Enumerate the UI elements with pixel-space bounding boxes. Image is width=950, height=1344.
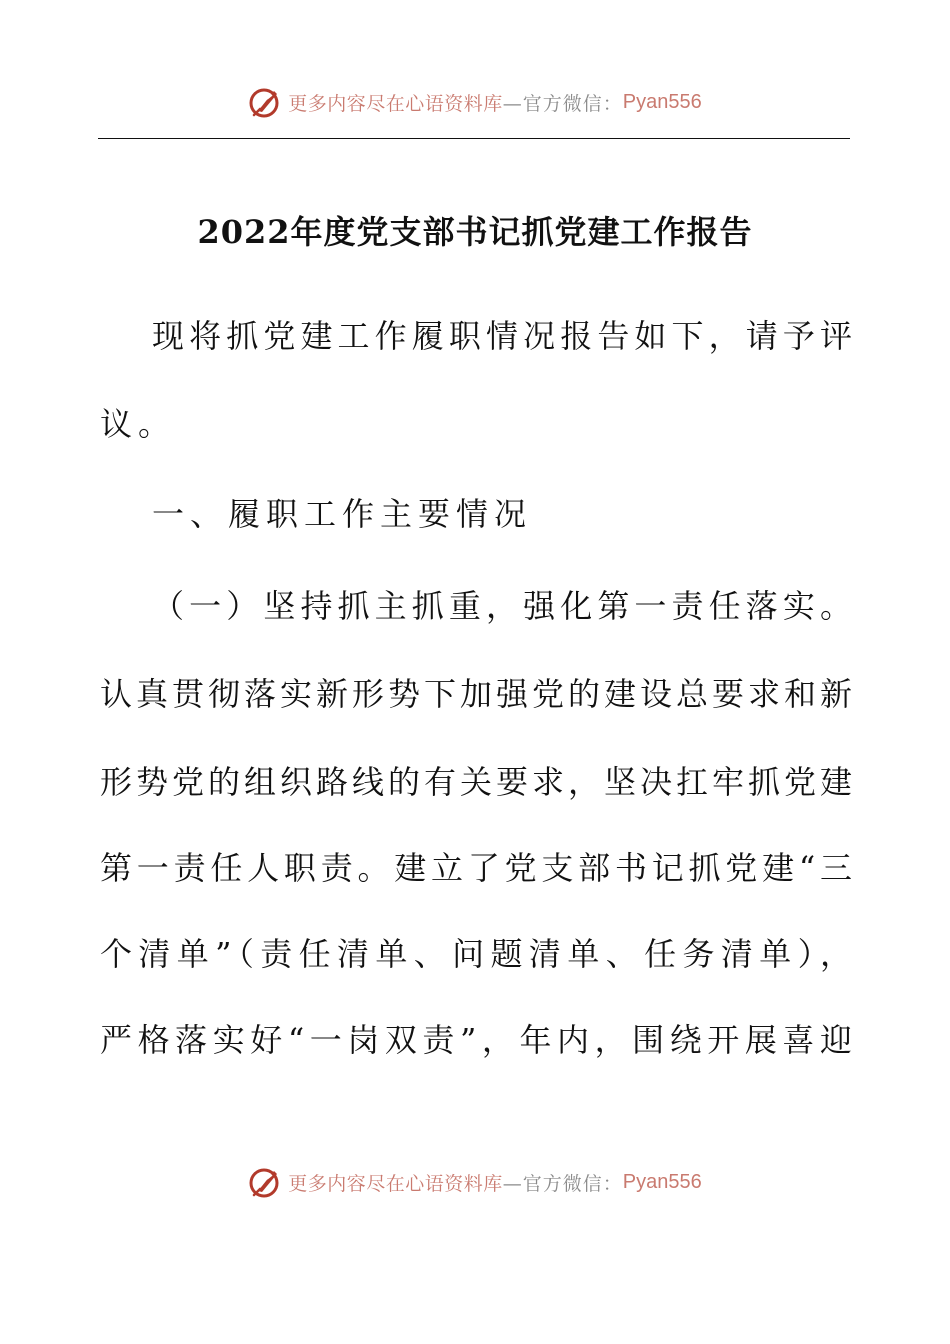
promo-wechat-id: Pyan556 [622,90,702,113]
subsection-heading: （一）坚持抓主抓重，强化第一责任落实。 [152,587,852,625]
promo-wechat-id: Pyan556 [622,1170,702,1193]
body-line: 认真贯彻落实新形势下加强党的建设总要求和新 [100,675,852,713]
section-heading: 一、履职工作主要情况 [152,495,533,533]
quill-logo-icon [248,85,282,119]
body-line: 议。 [100,405,177,443]
body-line: 严格落实好“一岗双责”，年内，围绕开展喜迎 [100,1021,852,1059]
body-line: 形势党的组织路线的有关要求，坚决扛牢抓党建 [100,763,852,801]
promo-text: 更多内容尽在心语资料库 [288,92,503,115]
promo-wechat-label: —官方微信： [502,1172,623,1195]
body-line: 现将抓党建工作履职情况报告如下，请予评 [152,317,852,355]
body-line: 个清单”（责任清单、问题清单、任务清单）， [100,935,852,973]
footer-promo [0,1162,950,1202]
header-promo [0,82,950,122]
quill-logo-icon [248,1165,282,1199]
promo-wechat-label: —官方微信： [502,92,623,115]
document-title: 2022年度党支部书记抓党建工作报告 [197,213,753,251]
body-line: 第一责任人职责。建立了党支部书记抓党建“三 [100,849,852,887]
header-divider [98,138,850,139]
promo-text: 更多内容尽在心语资料库 [288,1172,503,1195]
